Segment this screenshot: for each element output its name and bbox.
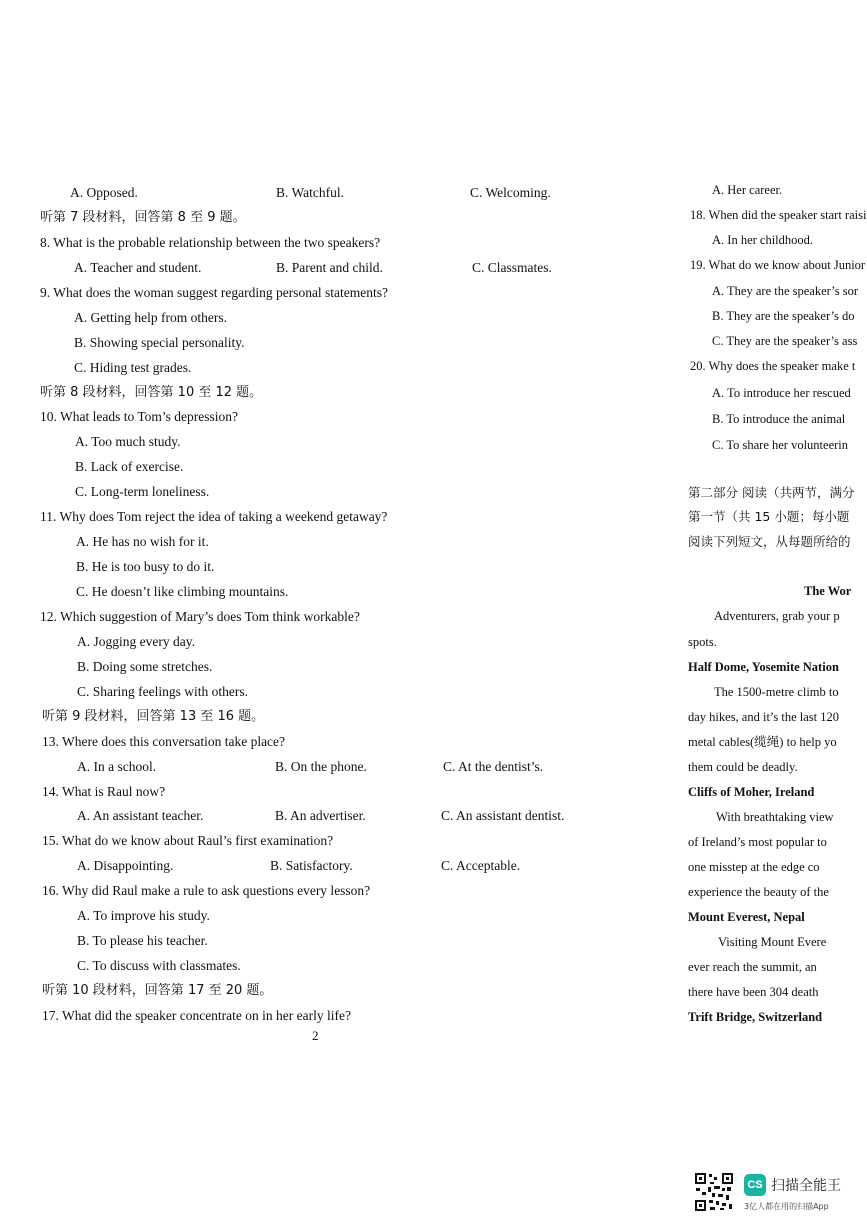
left-line: A. He has no wish for it. <box>76 534 209 549</box>
left-line: 9. What does the woman suggest regarding personal statements? <box>40 285 389 300</box>
right-line: Trift Bridge, Switzerland <box>688 1010 823 1024</box>
right-line: 第一节（共 15 小题；每小题 <box>688 509 850 524</box>
left-line: C. Hiding test grades. <box>74 360 192 375</box>
left-line: B. Parent and child. <box>276 260 383 275</box>
left-line: A. Teacher and student. <box>74 260 202 275</box>
left-line: C. Long-term loneliness. <box>75 484 210 499</box>
right-line: 20. Why does the speaker make t <box>690 359 856 373</box>
left-line: B. Lack of exercise. <box>75 459 184 474</box>
left-line: 听第 9 段材料，回答第 13 至 16 题。 <box>42 709 265 724</box>
left-line: 听第 7 段材料，回答第 8 至 9 题。 <box>40 210 246 225</box>
left-line: B. Watchful. <box>276 185 345 200</box>
right-line: there have been 304 death <box>688 985 819 999</box>
right-line: C. They are the speaker’s ass <box>712 334 858 348</box>
scanner-tagline: 3亿人都在用的扫描App <box>744 1202 829 1211</box>
right-line: 阅读下列短文，从每题所给的 <box>688 534 851 549</box>
left-line: 17. What did the speaker concentrate on in her early life? <box>42 1008 351 1023</box>
right-line: A. To introduce her rescued <box>712 386 851 400</box>
right-line: one misstep at the edge co <box>688 860 820 874</box>
left-line: A. Disappointing. <box>77 858 174 873</box>
right-line: Adventurers, grab your p <box>714 609 840 623</box>
qr-code-icon <box>694 1172 734 1212</box>
right-line: Half Dome, Yosemite Nation <box>688 660 839 674</box>
left-line: A. An assistant teacher. <box>77 808 204 823</box>
scanner-logo: CS <box>744 1174 766 1196</box>
left-line: A. Too much study. <box>75 434 181 449</box>
left-line: A. In a school. <box>77 759 157 774</box>
left-line: C. At the dentist’s. <box>443 759 544 774</box>
right-line: day hikes, and it’s the last 120 <box>688 710 840 724</box>
left-line: B. On the phone. <box>275 759 367 774</box>
right-line: A. They are the speaker’s sor <box>712 284 859 298</box>
scanner-app-name: 扫描全能王 <box>771 1178 841 1194</box>
right-line: spots. <box>688 635 717 649</box>
left-line: 11. Why does Tom reject the idea of taking a weekend getaway? <box>40 509 388 524</box>
left-line: B. Doing some stretches. <box>77 659 213 674</box>
right-line: Cliffs of Moher, Ireland <box>688 785 815 799</box>
right-line: A. Her career. <box>712 183 783 197</box>
right-line: B. They are the speaker’s do <box>712 309 855 323</box>
right-line: C. To share her volunteerin <box>712 438 849 452</box>
left-line: B. Satisfactory. <box>270 858 353 873</box>
left-line: 14. What is Raul now? <box>42 784 166 799</box>
left-line: A. To improve his study. <box>77 908 210 923</box>
left-line: 8. What is the probable relationship between the two speakers? <box>40 235 381 250</box>
right-line: With breathtaking view <box>716 810 834 824</box>
left-line: 16. Why did Raul make a rule to ask questions every lesson? <box>42 883 371 898</box>
left-line: C. To discuss with classmates. <box>77 958 241 973</box>
left-line: C. Welcoming. <box>470 185 551 200</box>
left-line: A. Jogging every day. <box>77 634 195 649</box>
right-line: them could be deadly. <box>688 760 798 774</box>
right-line: of Ireland’s most popular to <box>688 835 827 849</box>
left-line: B. Showing special personality. <box>74 335 245 350</box>
left-line: 10. What leads to Tom’s depression? <box>40 409 239 424</box>
left-line: A. Getting help from others. <box>74 310 227 325</box>
left-line: 听第 8 段材料，回答第 10 至 12 题。 <box>40 385 263 400</box>
left-line: B. To please his teacher. <box>77 933 208 948</box>
scanner-watermark <box>694 1168 867 1218</box>
right-line: Mount Everest, Nepal <box>688 910 805 924</box>
left-line: B. He is too busy to do it. <box>76 559 215 574</box>
left-line: A. Opposed. <box>70 185 138 200</box>
right-line: The 1500-metre climb to <box>714 685 839 699</box>
left-line: C. Sharing feelings with others. <box>77 684 248 699</box>
right-line: 19. What do we know about Junior <box>690 258 866 272</box>
right-line: B. To introduce the animal <box>712 412 846 426</box>
right-line: experience the beauty of the <box>688 885 829 899</box>
left-line: B. An advertiser. <box>275 808 366 823</box>
right-line: 第二部分 阅读（共两节，满分 <box>688 485 855 500</box>
left-line: 听第 10 段材料，回答第 17 至 20 题。 <box>42 983 273 998</box>
left-line: C. Classmates. <box>472 260 552 275</box>
right-line: Visiting Mount Evere <box>718 935 827 949</box>
right-line: metal cables(缆绳) to help yo <box>688 735 837 749</box>
left-line: C. Acceptable. <box>441 858 521 873</box>
left-line: 12. Which suggestion of Mary’s does Tom think workable? <box>40 609 360 624</box>
right-line: A. In her childhood. <box>712 233 814 247</box>
right-line: The Wor <box>804 584 852 598</box>
page-number: 2 <box>312 1028 319 1043</box>
left-line: 15. What do we know about Raul’s first examination? <box>42 833 334 848</box>
right-line: 18. When did the speaker start raisi <box>690 208 867 222</box>
left-line: 13. Where does this conversation take place? <box>42 734 286 749</box>
left-line: C. An assistant dentist. <box>441 808 565 823</box>
right-line: ever reach the summit, an <box>688 960 817 974</box>
left-line: C. He doesn’t like climbing mountains. <box>76 584 289 599</box>
